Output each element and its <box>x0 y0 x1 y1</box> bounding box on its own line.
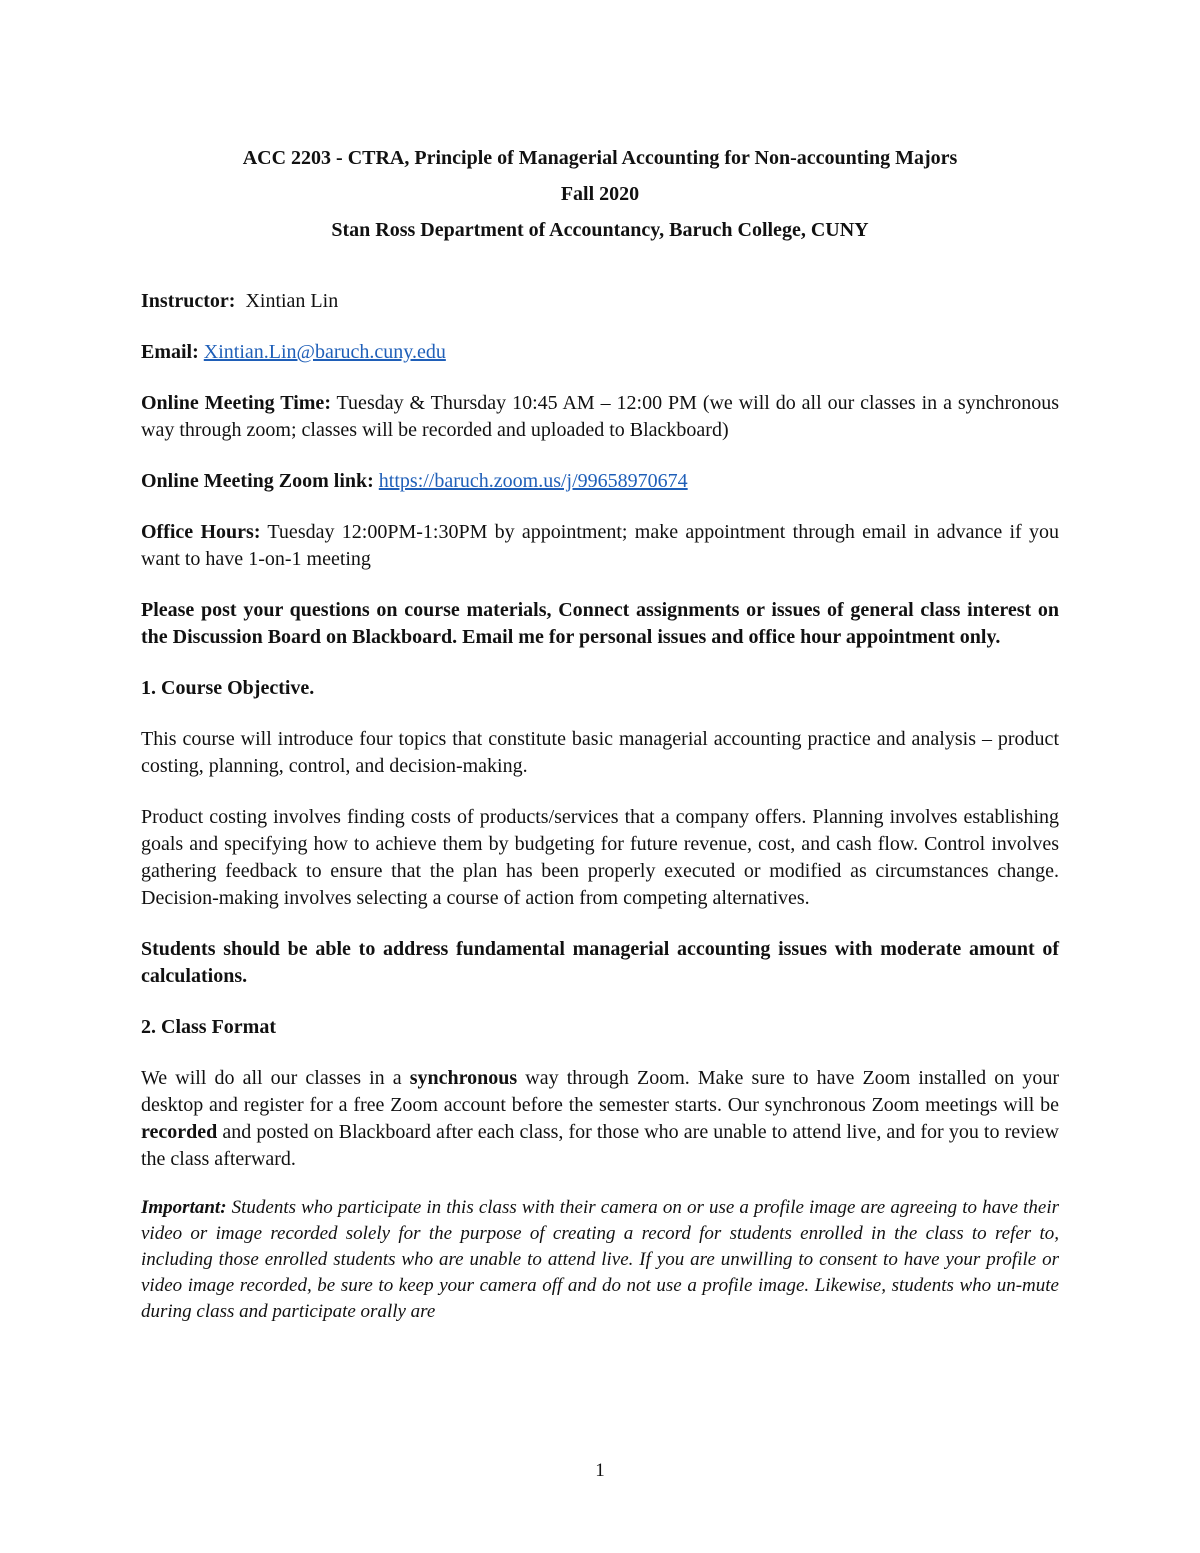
office-hours <box>141 519 1059 573</box>
zoom-link[interactable]: https://baruch.zoom.us/j/99658970674 <box>378 470 688 492</box>
synchronous-term: synchronous <box>409 1067 518 1089</box>
class-format-text-3: and posted on Blackboard after each class, for those who are unable to attend live, and for you to review the class afterward. <box>141 1121 1059 1170</box>
recorded-term: recorded <box>141 1121 218 1143</box>
title-block <box>141 140 1059 248</box>
important-label: Important: <box>141 1197 227 1218</box>
section-heading-class-format: 2. Class Format <box>141 1016 276 1038</box>
page-content <box>141 140 1059 1325</box>
email-label: Email: <box>141 341 199 363</box>
office-hours-value: Tuesday 12:00PM-1:30PM by appointment; make appointment through email in advance if you want to have 1-on-1 meeting <box>141 521 1060 570</box>
instructor-line <box>141 288 1059 315</box>
class-format-text-1: We will do all our classes in a <box>141 1067 410 1089</box>
section-heading-course-objective: 1. Course Objective. <box>141 677 315 699</box>
instructor-name: Xintian Lin <box>245 290 339 312</box>
class-format-paragraph <box>141 1065 1059 1173</box>
meeting-time <box>141 390 1059 444</box>
department: Stan Ross Department of Accountancy, Baruch College, CUNY <box>331 219 869 241</box>
meeting-time-label: Online Meeting Time: <box>141 392 331 414</box>
course-title: ACC 2203 - CTRA, Principle of Managerial Accounting for Non-accounting Majors <box>242 147 958 169</box>
page-number: 1 <box>595 1460 605 1481</box>
objective-paragraph: This course will introduce four topics that constitute basic managerial accounting practice and analysis – product costing, planning, control, and decision-making. <box>141 728 1059 777</box>
email-line <box>141 339 1059 366</box>
zoom-line <box>141 468 1059 495</box>
office-hours-label: Office Hours: <box>141 521 261 543</box>
instructor-label: Instructor: <box>141 290 236 312</box>
important-text: Students who participate in this class with their camera on or use a profile image are agreeing to have their video or image recorded solely for the purpose of creating a record for students enrolled in the class to refer to, including those enrolled students who are unable to attend live. If you are unwilling to consent to have your profile or video image recorded, be sure to keep your camera off and do not use a profile image. Likewise, students who un-mute during class and participate orally are <box>141 1197 1059 1322</box>
meeting-time-value: Tuesday & Thursday 10:45 AM – 12:00 PM (we will do all our classes in a synchronous way through zoom; classes will be recorded and uploaded to Blackboard) <box>141 392 1060 441</box>
important-notice <box>141 1195 1059 1325</box>
class-format-text-2: way through Zoom. Make sure to have Zoom installed on your desktop and register for a free Zoom account before the semester starts. Our synchronous Zoom meetings will be <box>141 1067 1059 1116</box>
discussion-board-notice: Please post your questions on course materials, Connect assignments or issues of general class interest on the Discussion Board on Blackboard. Email me for personal issues and office hour appointment only. <box>141 599 1059 648</box>
term: Fall 2020 <box>560 183 640 205</box>
email-link[interactable]: Xintian.Lin@baruch.cuny.edu <box>203 341 446 363</box>
objective-emphasis: Students should be able to address fundamental managerial accounting issues with moderate amount of calculations. <box>141 938 1059 987</box>
zoom-label: Online Meeting Zoom link: <box>141 470 374 492</box>
topics-paragraph: Product costing involves finding costs of products/services that a company offers. Planning involves establishing goals and specifying how to achieve them by budgeting for future revenue, cost, and cash flow. Control involves gathering feedback to ensure that the plan has been properly executed or modified as circumstances change. Decision-making involves selecting a course of action from competing alternatives. <box>141 806 1059 909</box>
